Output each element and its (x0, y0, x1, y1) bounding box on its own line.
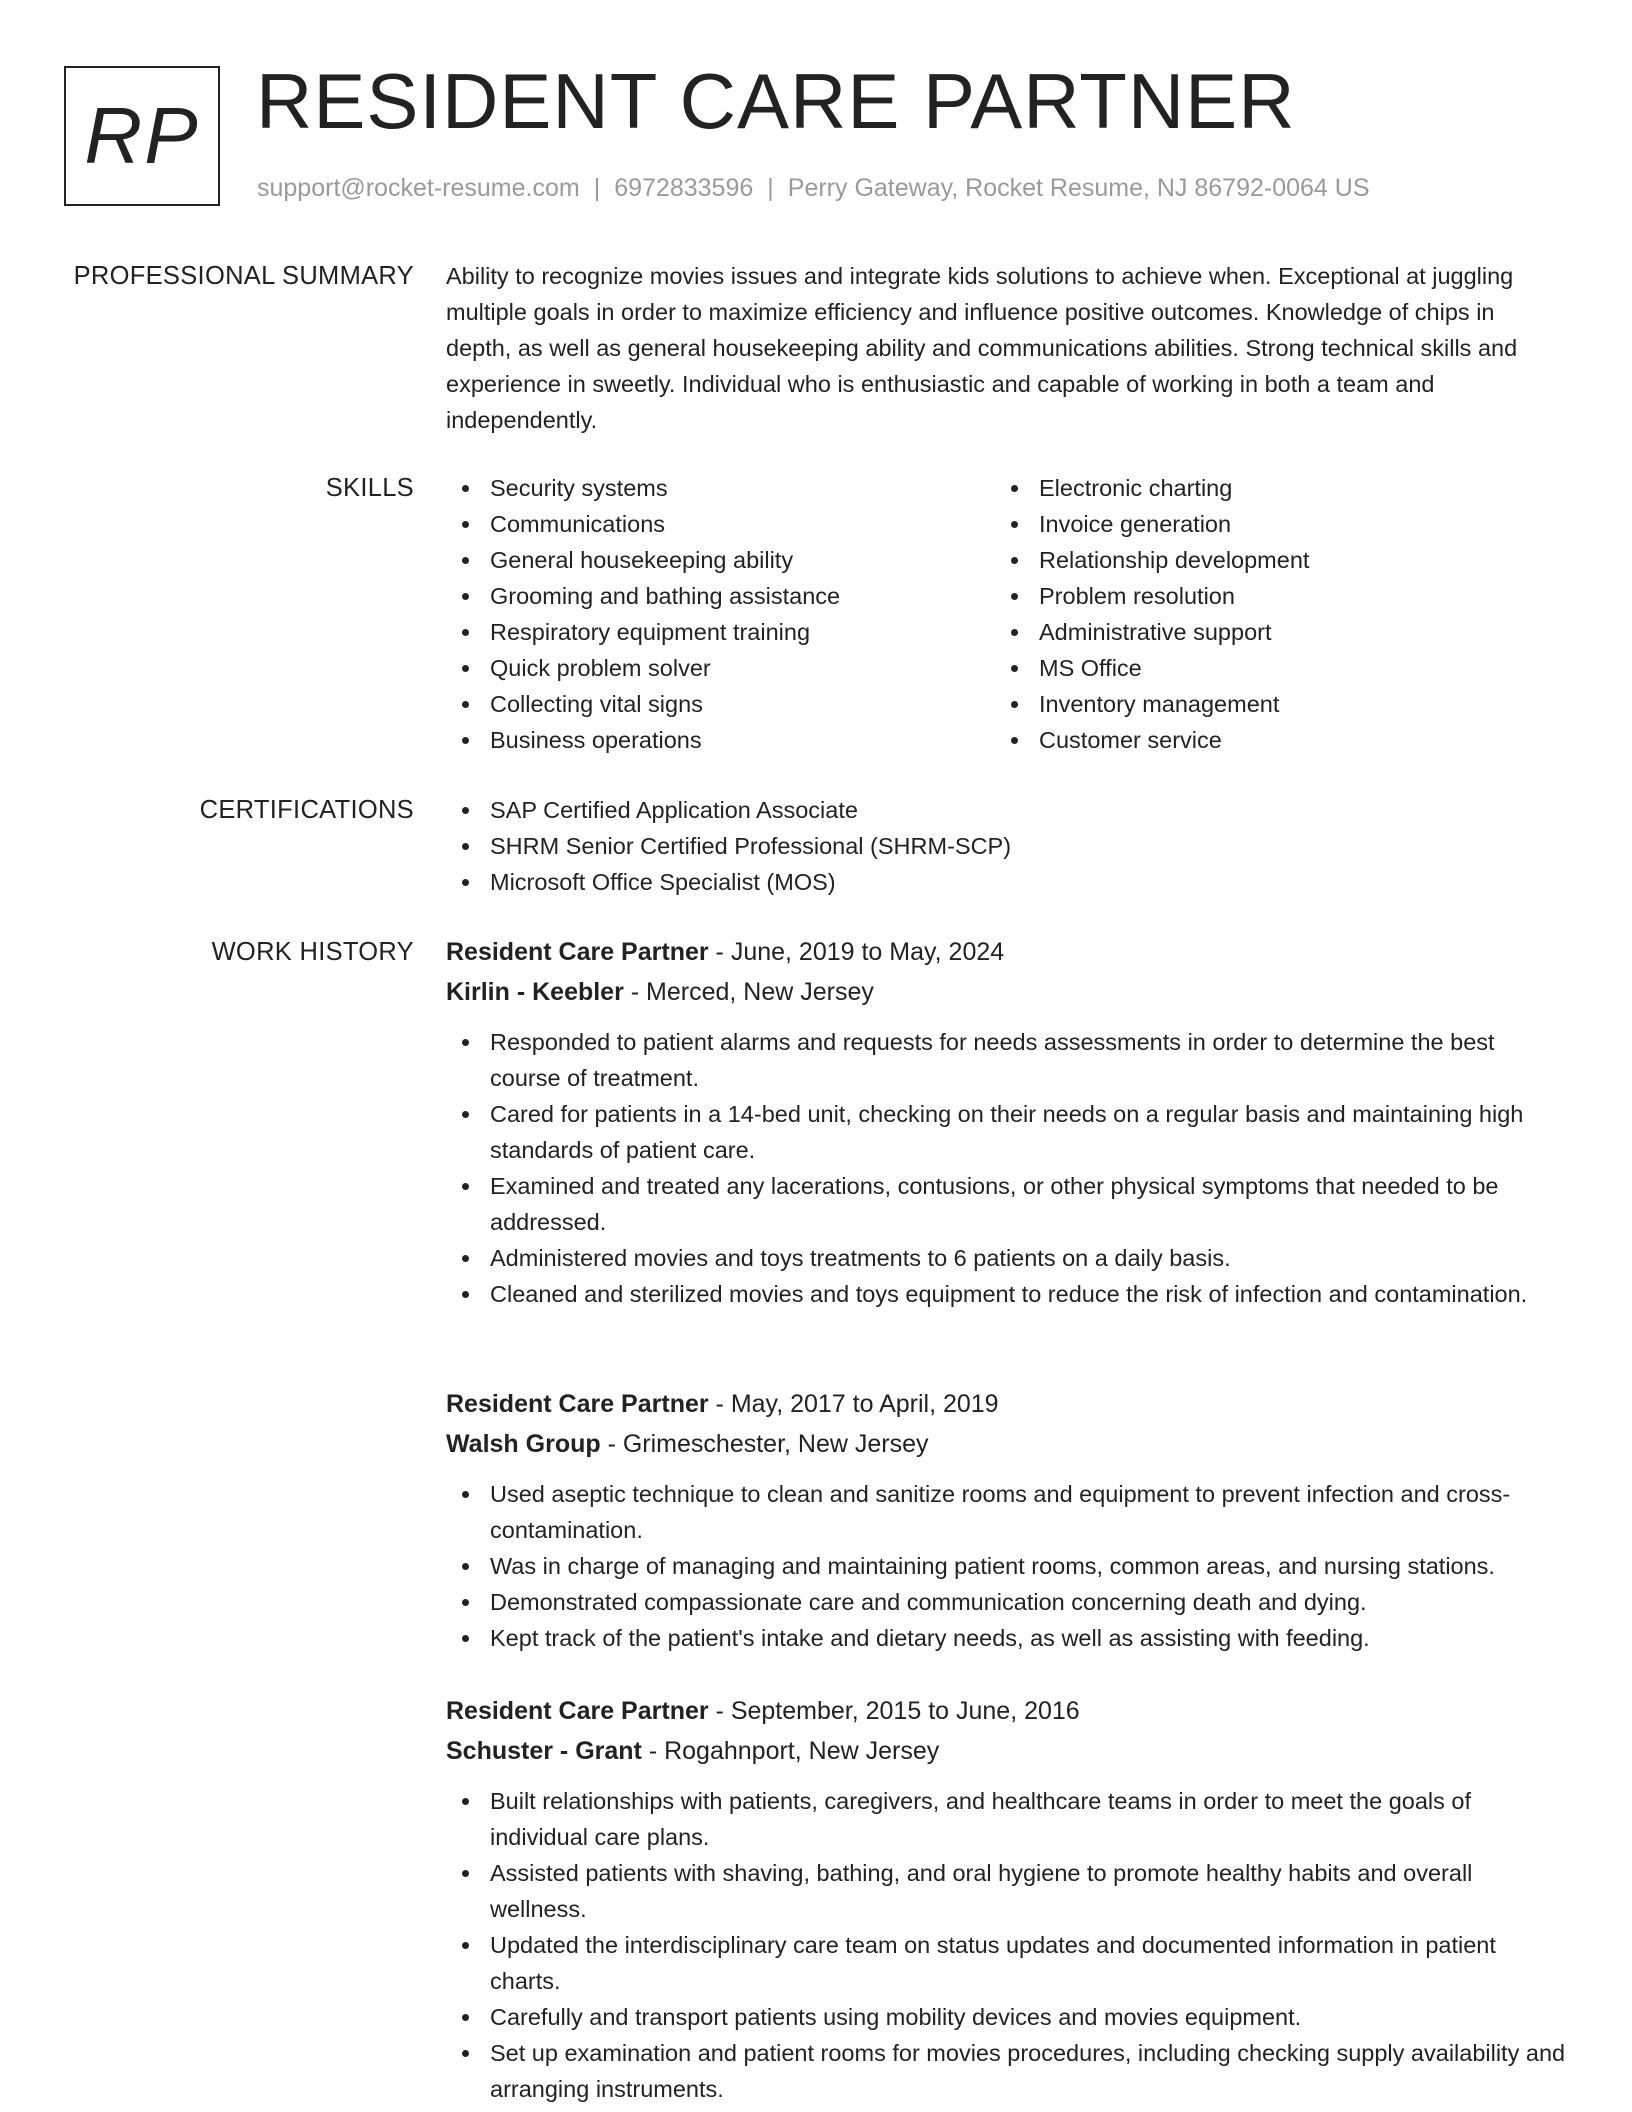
job-title-line (446, 1693, 1566, 1729)
contact-line (257, 174, 1370, 203)
job-title: Resident Care Partner (446, 1390, 709, 1418)
skills-list-right (995, 470, 1544, 758)
job-bullet: Assisted patients with shaving, bathing, and oral hygiene to promote healthy habits and overall wellness. (446, 1855, 1566, 1927)
skill-item: Administrative support (995, 614, 1544, 650)
job-bullets (446, 1783, 1566, 2107)
job-company-line (446, 1733, 1566, 1769)
skills-list-left (446, 470, 995, 758)
job-bullet: Was in charge of managing and maintaining patient rooms, common areas, and nursing stations. (446, 1548, 1566, 1584)
job-bullet: Set up examination and patient rooms for movies procedures, including checking supply availability and arranging instruments. (446, 2035, 1566, 2107)
job-title: Resident Care Partner (446, 938, 709, 966)
skill-item: Electronic charting (995, 470, 1544, 506)
section-heading: WORK HISTORY (211, 938, 414, 966)
certification-item: Microsoft Office Specialist (MOS) (446, 864, 1566, 900)
section-heading: SKILLS (325, 474, 414, 502)
contact-separator: | (593, 174, 601, 202)
contact-email[interactable]: support@rocket-resume.com (257, 174, 580, 202)
job-bullet: Built relationships with patients, caregivers, and healthcare teams in order to meet the goals of individual care plans. (446, 1783, 1566, 1855)
job-bullet: Examined and treated any lacerations, contusions, or other physical symptoms that needed to be addressed. (446, 1168, 1566, 1240)
job-company-line (446, 974, 1566, 1010)
job-company: Walsh Group (446, 1430, 601, 1458)
skill-item: Problem resolution (995, 578, 1544, 614)
job-bullet: Cared for patients in a 14-bed unit, checking on their needs on a regular basis and maintaining high standards of patient care. (446, 1096, 1566, 1168)
certification-item: SAP Certified Application Associate (446, 792, 1566, 828)
certifications-list (446, 792, 1566, 900)
job-bullet: Kept track of the patient's intake and dietary needs, as well as assisting with feeding. (446, 1620, 1566, 1656)
job-bullet: Demonstrated compassionate care and communication concerning death and dying. (446, 1584, 1566, 1620)
job-dates: - June, 2019 to May, 2024 (708, 938, 1005, 966)
job-bullets (446, 1476, 1566, 1656)
skill-item: Grooming and bathing assistance (446, 578, 995, 614)
skill-item: MS Office (995, 650, 1544, 686)
section-heading: CERTIFICATIONS (199, 796, 414, 824)
summary-body (446, 258, 1566, 438)
skill-item: Security systems (446, 470, 995, 506)
job-bullet: Carefully and transport patients using mobility devices and movies equipment. (446, 1999, 1566, 2035)
job-entry (446, 934, 1566, 1312)
job-bullet: Used aseptic technique to clean and sanitize rooms and equipment to prevent infection and cross-contamination. (446, 1476, 1566, 1548)
contact-separator: | (767, 174, 774, 202)
skill-item: Customer service (995, 722, 1544, 758)
section-heading: PROFESSIONAL SUMMARY (73, 262, 414, 290)
job-location: - Grimeschester, New Jersey (600, 1430, 929, 1458)
job-title-line (446, 934, 1566, 970)
certification-item: SHRM Senior Certified Professional (SHRM-SCP) (446, 828, 1566, 864)
job-location: - Merced, New Jersey (623, 978, 874, 1006)
skill-item: Relationship development (995, 542, 1544, 578)
job-bullet: Cleaned and sterilized movies and toys equipment to reduce the risk of infection and contamination. (446, 1276, 1566, 1312)
skill-item: Inventory management (995, 686, 1544, 722)
job-company-line (446, 1426, 1566, 1462)
job-bullet: Responded to patient alarms and requests for needs assessments in order to determine the best course of treatment. (446, 1024, 1566, 1096)
skill-item: Business operations (446, 722, 995, 758)
skill-item: Collecting vital signs (446, 686, 995, 722)
job-company: Kirlin - Keebler (446, 978, 624, 1006)
job-dates: - September, 2015 to June, 2016 (708, 1697, 1080, 1725)
skill-item: Quick problem solver (446, 650, 995, 686)
job-dates: - May, 2017 to April, 2019 (708, 1390, 999, 1418)
job-company: Schuster - Grant (446, 1737, 642, 1765)
summary-text: Ability to recognize movies issues and integrate kids solutions to achieve when. Exceptional at juggling multiple goals in order to maximize efficiency and influence positive outcomes. Knowledge of chips in depth, as well as general housekeeping ability and communications abilities. Strong technical skills and experience in sweetly. Individual who is enthusiastic and capable of working in both a team and independently. (446, 263, 1518, 433)
job-bullet: Updated the interdisciplinary care team on status updates and documented information in patient charts. (446, 1927, 1566, 1999)
job-bullets (446, 1024, 1566, 1312)
job-location: - Rogahnport, New Jersey (641, 1737, 940, 1765)
skills-body (446, 470, 1566, 758)
contact-address: Perry Gateway, Rocket Resume, NJ 86792-0064 US (787, 174, 1370, 202)
monogram-logo: RP (64, 66, 220, 206)
skill-item: Communications (446, 506, 995, 542)
job-entry (446, 1693, 1566, 2107)
skill-item: Respiratory equipment training (446, 614, 995, 650)
job-title: Resident Care Partner (446, 1697, 709, 1725)
skill-item: Invoice generation (995, 506, 1544, 542)
certifications-body (446, 792, 1566, 900)
candidate-title: RESIDENT CARE PARTNER (256, 57, 1296, 145)
job-bullet: Administered movies and toys treatments to 6 patients on a daily basis. (446, 1240, 1566, 1276)
contact-phone[interactable]: 6972833596 (614, 174, 754, 202)
skill-item: General housekeeping ability (446, 542, 995, 578)
job-entry (446, 1386, 1566, 1656)
job-title-line (446, 1386, 1566, 1422)
